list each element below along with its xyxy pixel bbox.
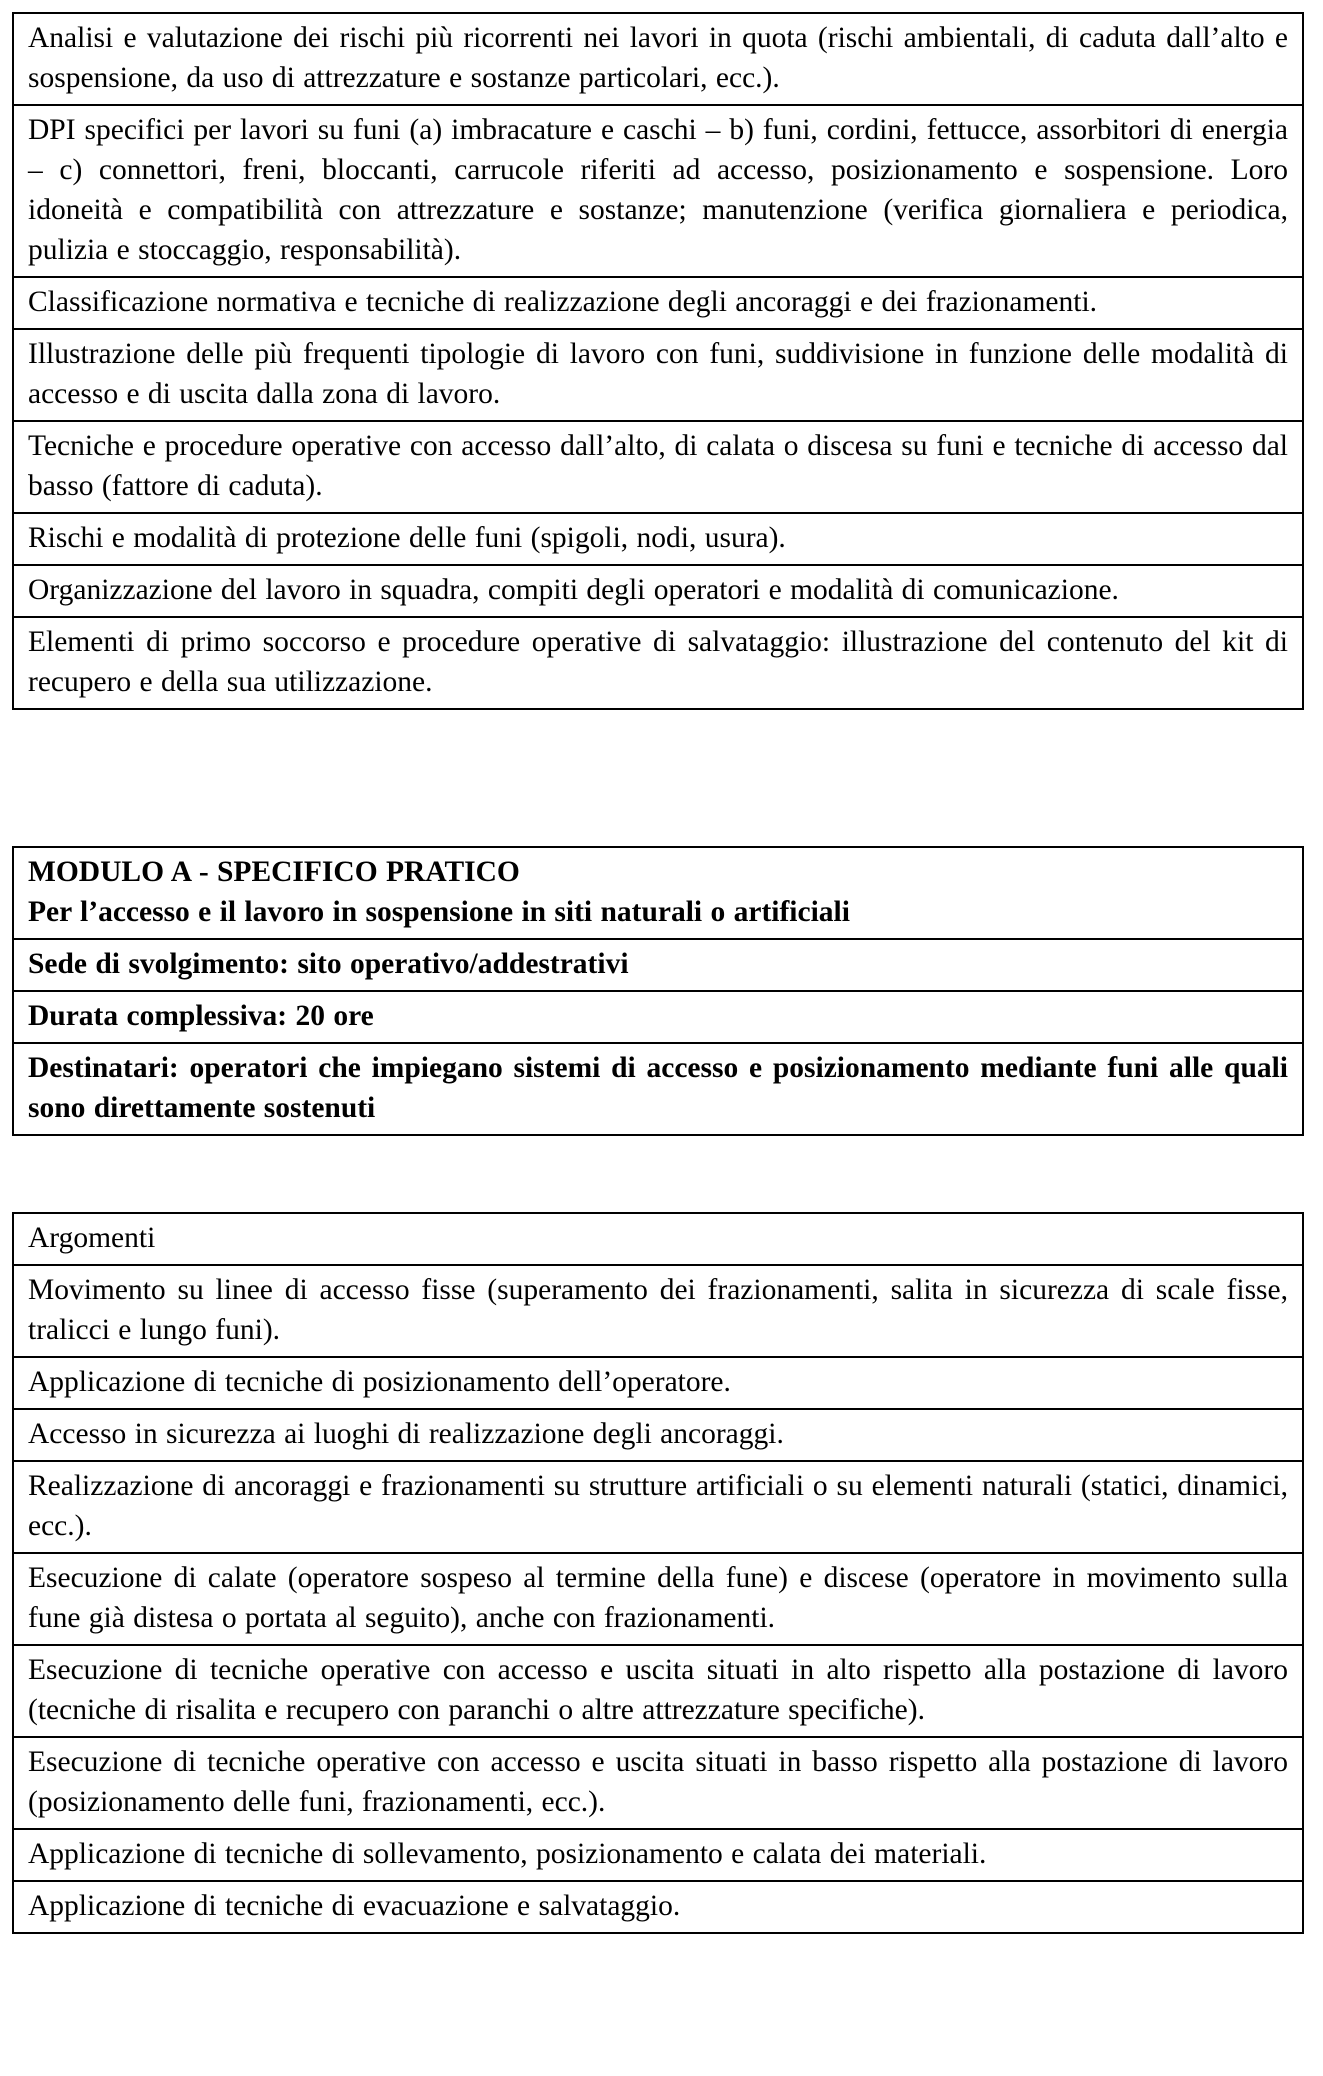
topic-row: Applicazione di tecniche di evacuazione e salvataggio. [28,1890,681,1922]
topic-row: Esecuzione di tecniche operative con accesso e uscita situati in alto rispetto alla postazione di lavoro (tecniche di risalita e recupero con paranchi o altre attrezzature specifiche). [14,1646,1302,1738]
module-location: Sede di svolgimento: sito operativo/addestrativi [14,940,1302,992]
topic-row: Illustrazione delle più frequenti tipologie di lavoro con funi, suddivisione in funzione delle modalità di accesso e di uscita dalla zona di lavoro. [14,330,1302,422]
topic-row: Applicazione di tecniche di sollevamento, posizionamento e calata dei materiali. [14,1830,1302,1882]
theory-topics-table [12,12,1304,710]
topic-row: Applicazione di tecniche di posizionamento dell’operatore. [14,1358,1302,1410]
topic-row: Esecuzione di tecniche operative con accesso e uscita situati in basso rispetto alla postazione di lavoro (posizionamento delle funi, frazionamenti, ecc.). [14,1738,1302,1830]
topic-row: Rischi e modalità di protezione delle funi (spigoli, nodi, usura). [14,514,1302,566]
topic-row: Esecuzione di calate (operatore sospeso al termine della fune) e discese (operatore in movimento sulla fune già distesa o portata al seguito), anche con frazionamenti. [14,1554,1302,1646]
topics-header: Argomenti [14,1214,1302,1266]
module-duration: Durata complessiva: 20 ore [14,992,1302,1044]
topic-row: Elementi di primo soccorso e procedure operative di salvataggio: illustrazione del contenuto del kit di recupero e della sua utilizzazione. [28,626,1288,698]
module-title: MODULO A - SPECIFICO PRATICO [28,856,520,888]
topic-row: Organizzazione del lavoro in squadra, compiti degli operatori e modalità di comunicazione. [14,566,1302,618]
practical-topics-table [12,1212,1304,1934]
module-recipients: Destinatari: operatori che impiegano sistemi di accesso e posizionamento mediante funi alle quali sono direttamente sostenuti [28,1052,1288,1124]
topic-row: Realizzazione di ancoraggi e frazionamenti su strutture artificiali o su elementi naturali (statici, dinamici, ecc.). [14,1462,1302,1554]
module-info-table [12,846,1304,1136]
module-subtitle: Per l’accesso e il lavoro in sospensione in siti naturali o artificiali [28,896,850,928]
topic-row: Movimento su linee di accesso fisse (superamento dei frazionamenti, salita in sicurezza di scale fisse, tralicci e lungo funi). [14,1266,1302,1358]
topic-row: Classificazione normativa e tecniche di realizzazione degli ancoraggi e dei frazionamenti. [14,278,1302,330]
module-header [14,848,1302,940]
topic-row: Analisi e valutazione dei rischi più ricorrenti nei lavori in quota (rischi ambientali, di caduta dall’alto e sospensione, da uso di attrezzature e sostanze particolari, ecc.). [14,14,1302,106]
topic-row: DPI specifici per lavori su funi (a) imbracature e caschi – b) funi, cordini, fettucce, assorbitori di energia – c) connettori, freni, bloccanti, carrucole riferiti ad accesso, posizionamento e sospensione. Loro idoneità e compatibilità con attrezzature e sostanze; manutenzione (verifica giornaliera e periodica, pulizia e stoccaggio, responsabilità). [14,106,1302,278]
topic-row: Accesso in sicurezza ai luoghi di realizzazione degli ancoraggi. [14,1410,1302,1462]
topic-row: Tecniche e procedure operative con accesso dall’alto, di calata o discesa su funi e tecniche di accesso dal basso (fattore di caduta). [14,422,1302,514]
